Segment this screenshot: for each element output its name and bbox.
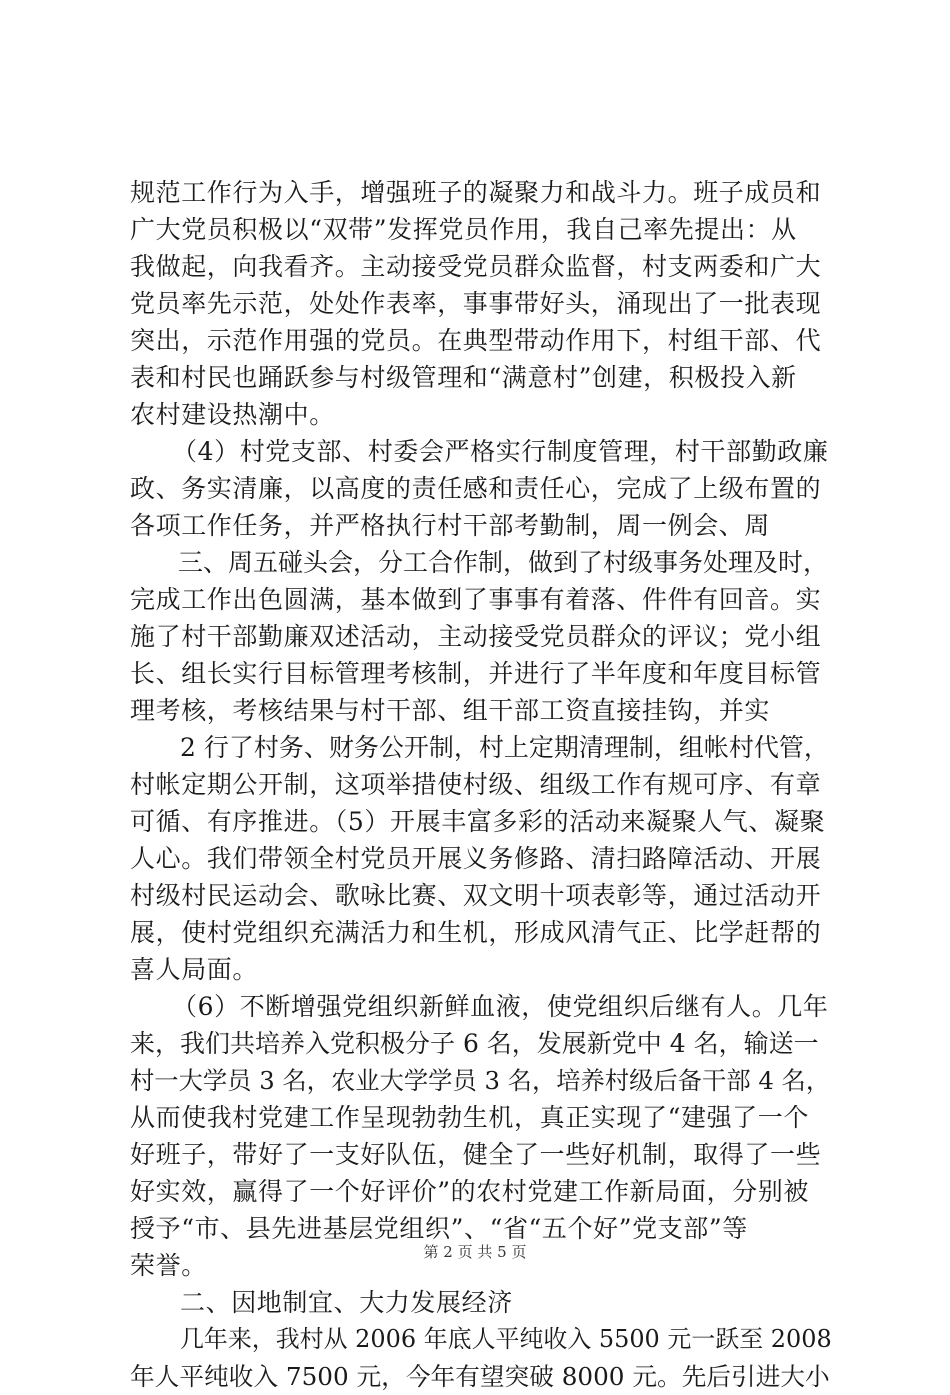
text-line: 展，使村党组织充满活力和生机，形成风清气正、比学赶帮的	[130, 918, 822, 947]
text-line: 完成工作出色圆满，基本做到了事事有着落、件件有回音。实	[130, 585, 822, 614]
text-line: 三、周五碰头会，分工合作制，做到了村级事务处理及时，	[178, 548, 829, 577]
text-line: 施了村干部勤廉双述活动，主动接受党员群众的评议；党小组	[130, 622, 822, 651]
text-line: 授予“市、县先进基层党组织”、“省“五个好”党支部”等	[130, 1214, 748, 1243]
text-line: 长、组长实行目标管理考核制，并进行了半年度和年度目标管	[130, 659, 822, 688]
document-body	[130, 174, 830, 1395]
text-line: 从而使我村党建工作呈现勃勃生机，真正实现了“建强了一个	[130, 1103, 809, 1132]
text-line: 突出，示范作用强的党员。在典型带动作用下，村组干部、代	[130, 326, 822, 355]
page-number-footer: 第 2 页 共 5 页	[423, 1243, 527, 1261]
text-line: 好班子，带好了一支好队伍，健全了一些好机制，取得了一些	[130, 1140, 822, 1169]
text-line: 来，我们共培养入党积极分子 6 名，发展新党中 4 名，输送一	[130, 1029, 819, 1058]
text-line: 村帐定期公开制，这项举措使村级、组级工作有规可序、有章	[130, 770, 822, 799]
text-line: 理考核，考核结果与村干部、组干部工资直接挂钩，并实	[130, 696, 771, 725]
text-line: 农村建设热潮中。	[130, 400, 335, 429]
text-line: （6）不断增强党组织新鲜血液，使党组织后继有人。几年	[172, 992, 829, 1021]
text-line: 年人平纯收入 7500 元，今年有望突破 8000 元。先后引进大小	[130, 1362, 830, 1391]
text-line: 党员率先示范，处处作表率，事事带好头，涌现出了一批表现	[130, 289, 822, 318]
text-line: 规范工作行为入手，增强班子的凝聚力和战斗力。班子成员和	[130, 178, 822, 207]
text-line: 可循、有序推进。（5）开展丰富多彩的活动来凝聚人气、凝聚	[130, 807, 826, 836]
text-line: 几年来，我村从 2006 年底人平纯收入 5500 元一跃至 2008	[180, 1325, 832, 1353]
text-line: 我做起，向我看齐。主动接受党员群众监督，村支两委和广大	[130, 252, 822, 281]
text-line: 荣誉。	[130, 1251, 207, 1280]
text-line: 表和村民也踊跃参与村级管理和“满意村”创建，积极投入新	[130, 363, 797, 392]
text-line: 人心。我们带领全村党员开展义务修路、清扫路障活动、开展	[130, 844, 822, 873]
text-line: 好实效，赢得了一个好评价”的农村党建工作新局面，分别被	[130, 1177, 809, 1206]
text-line: 各项工作任务，并严格执行村干部考勤制，周一例会、周	[130, 511, 771, 540]
text-line: 广大党员积极以“双带”发挥党员作用，我自己率先提出：从	[130, 215, 797, 244]
section-heading: 二、因地制宜、大力发展经济	[180, 1288, 513, 1317]
text-line: 村级村民运动会、歌咏比赛、双文明十项表彰等，通过活动开	[130, 881, 822, 910]
text-line: 政、务实清廉，以高度的责任感和责任心，完成了上级布置的	[130, 474, 822, 503]
text-line: （4）村党支部、村委会严格实行制度管理，村干部勤政廉	[172, 437, 829, 466]
text-line: 2 行了村务、财务公开制，村上定期清理制，组帐村代管，	[180, 733, 829, 762]
text-line: 喜人局面。	[130, 955, 259, 984]
text-line: 村一大学员 3 名，农业大学学员 3 名，培养村级后备干部 4 名，	[130, 1066, 831, 1095]
